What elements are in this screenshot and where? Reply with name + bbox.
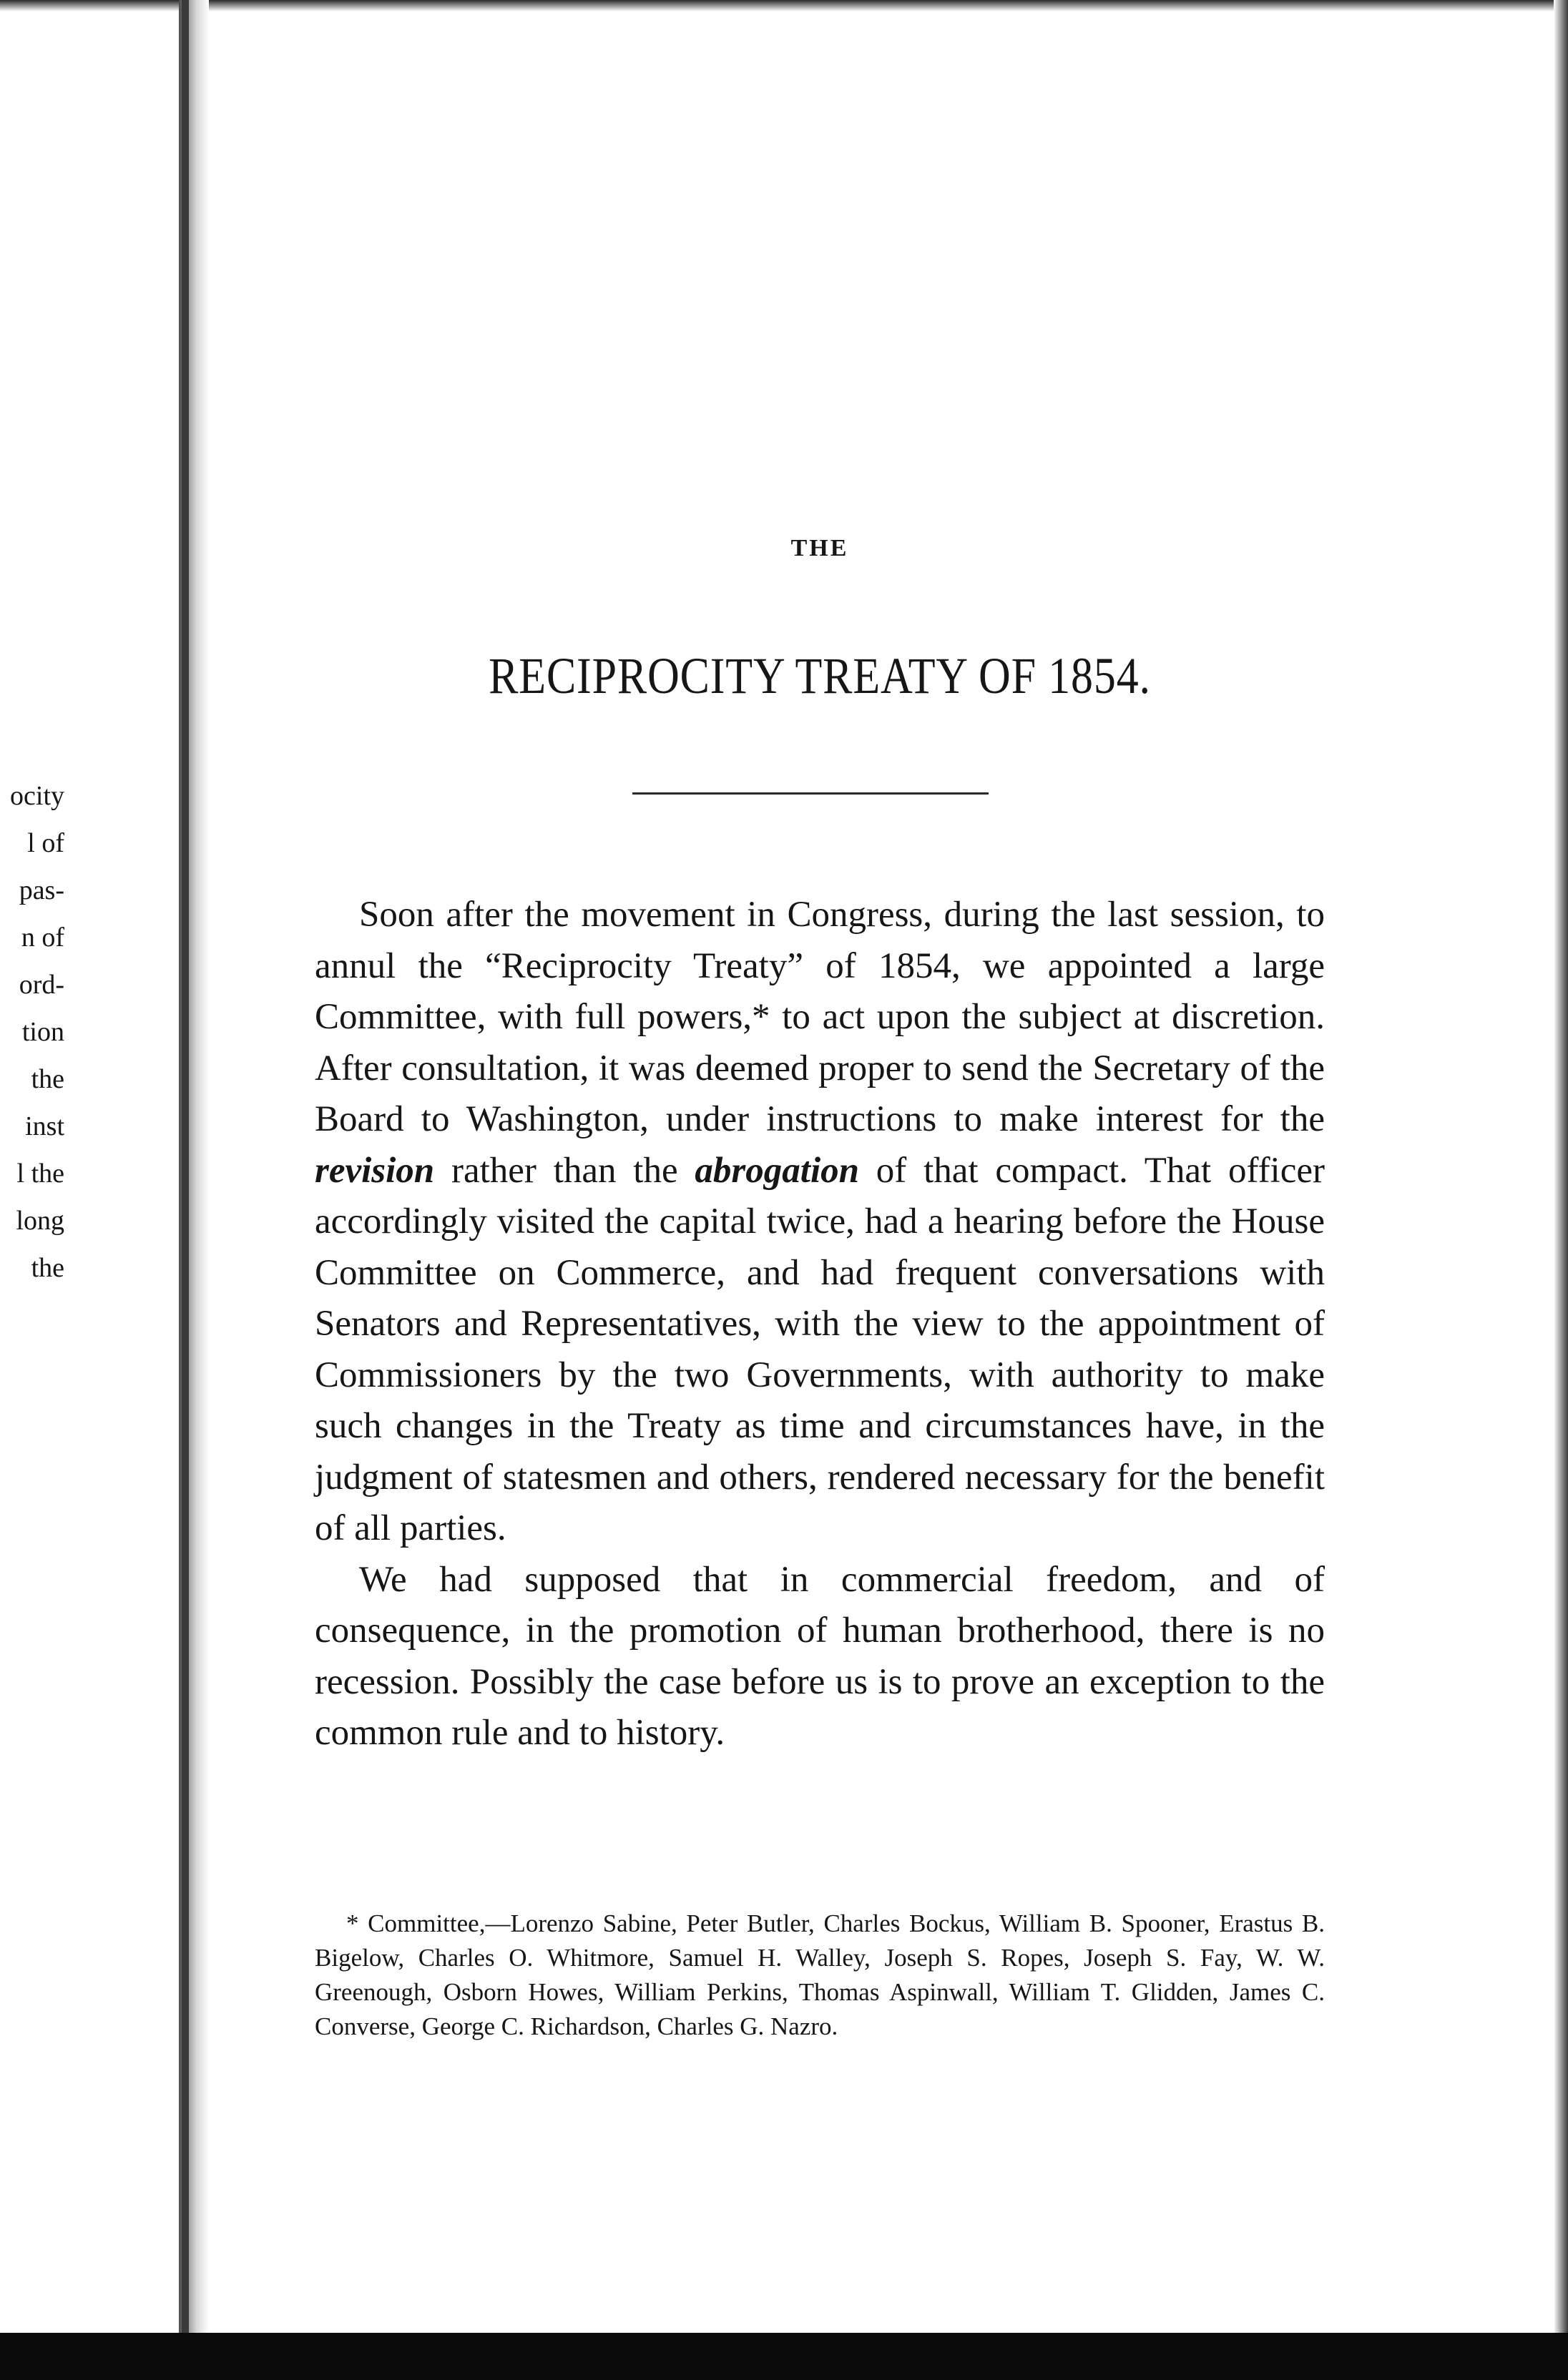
previous-page-fragment <box>0 772 64 1292</box>
paragraph-1-part-3: of that compact. That officer accordingly visited the capital twice, had a hearing before the House Committee on Commerce, and had frequent conversations with Senators and Representatives, with the view to the appointment of Commissioners by the two Governments, with authority to make such changes in the Treaty as time and circumstances have, in the judgment of statesmen and others, rendered necessary for the benefit of all parties. <box>315 1150 1325 1548</box>
page-title: RECIPROCITY TREATY OF 1854. <box>489 647 1151 704</box>
fragment-line: long <box>16 1206 64 1236</box>
footnote: * Committee,—Lorenzo Sabine, Peter Butler, Charles Bockus, William B. Spooner, Erastus B. Bigelow, Charles O. Whitmore, Samuel H. Walley, Joseph S. Ropes, Joseph S. Fay, W. W. Greenough, Osborn Howes, William Perkins, Thomas Aspinwall, William T. Glidden, James C. Converse, George C. Richardson, Charles G. Nazro. <box>315 1909 1325 2040</box>
fragment-line: pas- <box>19 875 64 905</box>
fragment-line: the <box>31 1253 64 1283</box>
binding-gutter-line <box>182 0 189 2333</box>
scan-right-edge <box>1554 0 1568 2333</box>
title-rule <box>632 792 989 795</box>
body-text <box>315 890 1325 1759</box>
italic-revision: revision <box>315 1150 435 1191</box>
paragraph-1 <box>315 890 1325 1555</box>
paragraph-1-part-2: rather than the <box>434 1150 695 1191</box>
fragment-line: ord- <box>19 970 64 1000</box>
scan-bottom-edge <box>0 2333 1568 2380</box>
fragment-line: inst <box>25 1111 64 1141</box>
fragment-line: l the <box>16 1159 64 1189</box>
fragment-line: ocity <box>10 781 64 811</box>
fragment-line: the <box>31 1064 64 1094</box>
scan-top-edge <box>0 0 1568 11</box>
fragment-line: l of <box>27 828 64 858</box>
fragment-line: tion <box>21 1017 64 1047</box>
fragment-line: n of <box>21 923 64 953</box>
italic-abrogation: abrogation <box>695 1150 859 1191</box>
paragraph-2: We had supposed that in commercial freedom, and of consequence, in the promotion of human brotherhood, there is no recession. Possibly the case before us is to prove an exception to the common rule and to history. <box>315 1559 1325 1753</box>
heading-the: THE <box>790 535 849 561</box>
paragraph-1-part-1: Soon after the movement in Congress, during the last session, to annul the “Reciprocity Treaty” of 1854, we appointed a large Committee, with full powers,* to act upon the subject at discretion. After consultation, it was deemed proper to send the Secretary of the Board to Washington, under instructions to make interest for the <box>315 895 1325 1139</box>
